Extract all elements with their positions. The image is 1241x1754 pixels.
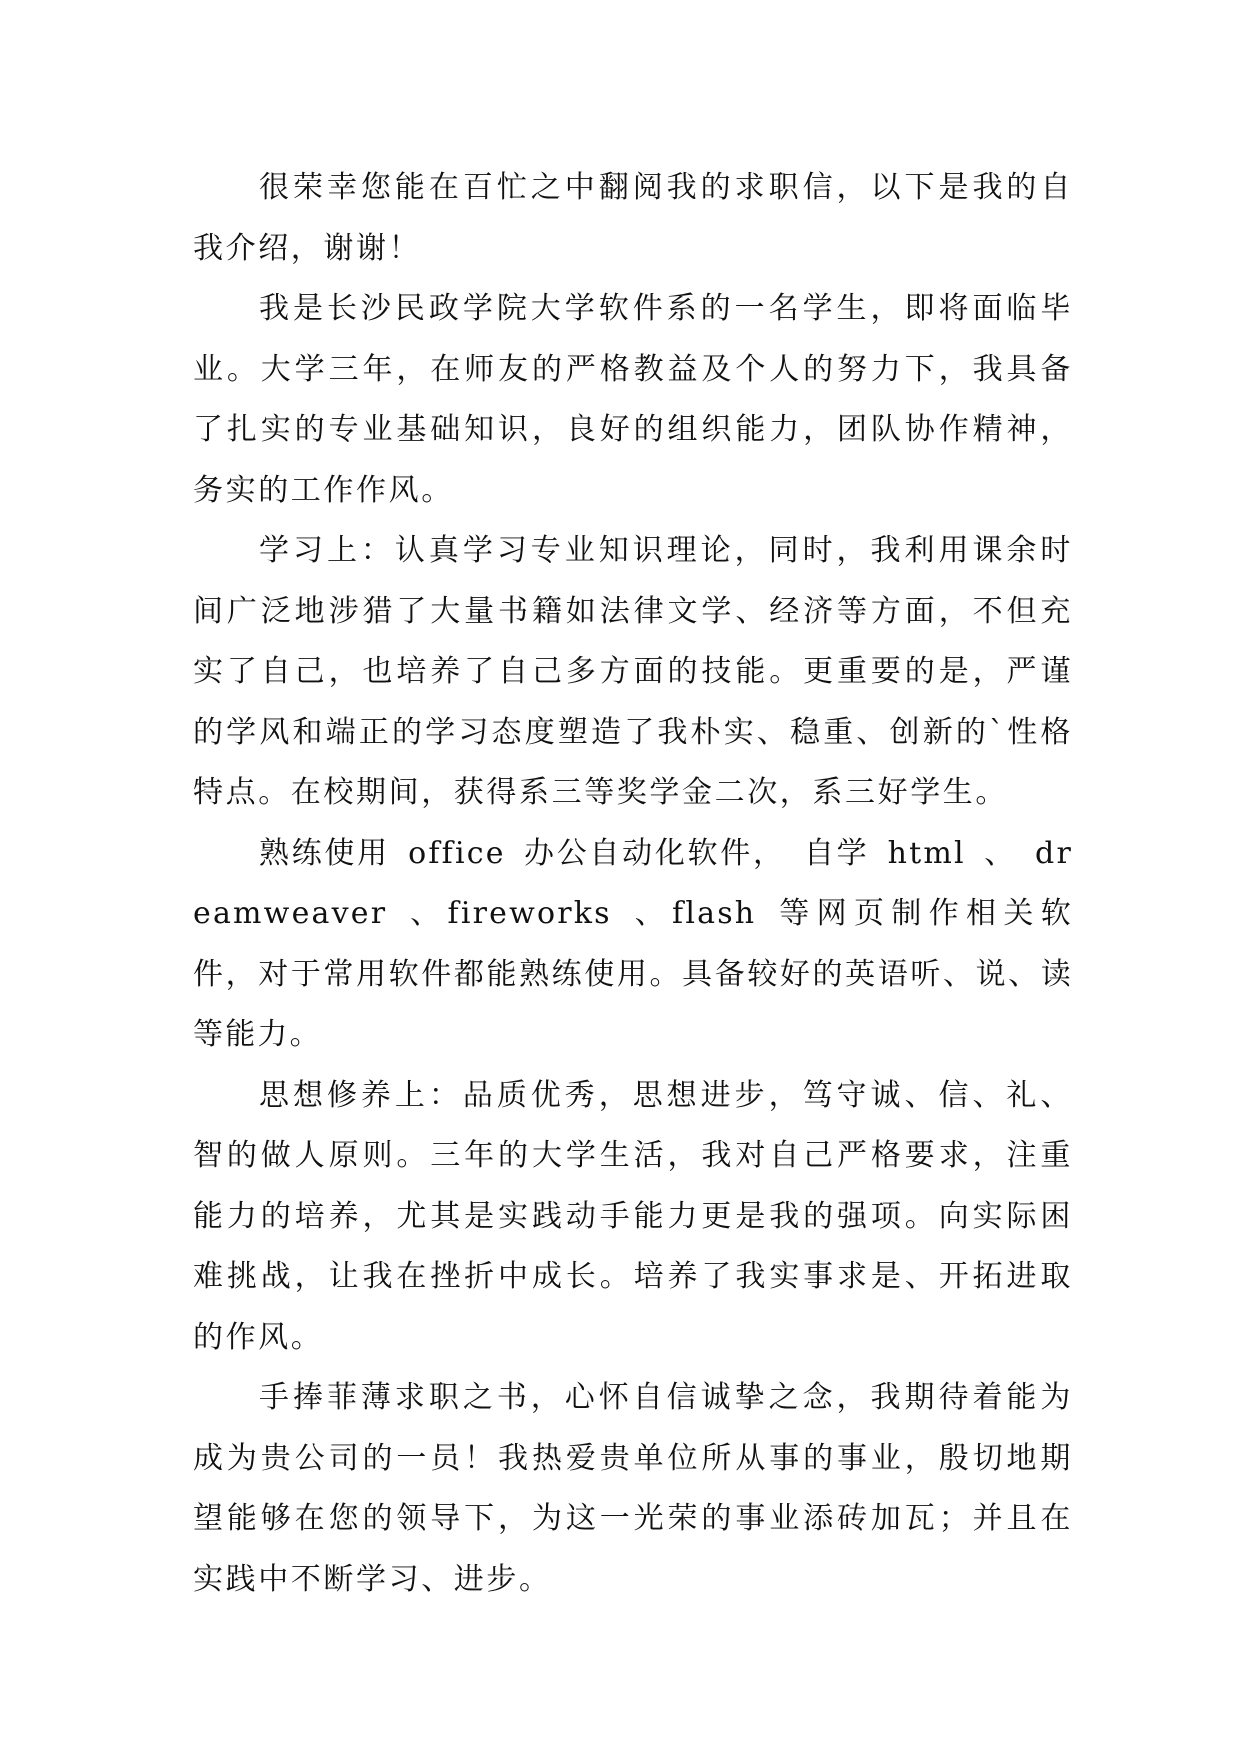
paragraph-greeting: 很荣幸您能在百忙之中翻阅我的求职信，以下是我的自我介绍，谢谢！ (193, 170, 1073, 266)
paragraph-introduction: 我是长沙民政学院大学软件系的一名学生，即将面临毕业。大学三年，在师友的严格教益及个人的努力下，我具备了扎实的专业基础知识，良好的组织能力，团队协作精神，务实的工作作风。 (193, 291, 1073, 508)
paragraph-study: 学习上：认真学习专业知识理论，同时，我利用课余时间广泛地涉猎了大量书籍如法律文学、经济等方面，不但充实了自己，也培养了自己多方面的技能。更重要的是，严谨的学风和端正的学习态度塑造了我朴实、稳重、创新的`性格特点。在校期间，获得系三等奖学金二次，系三好学生。 (193, 533, 1073, 810)
paragraph-character: 思想修养上：品质优秀，思想进步，笃守诚、信、礼、智的做人原则。三年的大学生活，我对自己严格要求，注重能力的培养，尤其是实践动手能力更是我的强项。向实际困难挑战，让我在挫折中成长。培养了我实事求是、开拓进取的作风。 (193, 1077, 1073, 1355)
document-body (193, 158, 1073, 1610)
paragraph-closing: 手捧菲薄求职之书，心怀自信诚挚之念，我期待着能为成为贵公司的一员！我热爱贵单位所从事的事业，殷切地期望能够在您的领导下，为这一光荣的事业添砖加瓦；并且在实践中不断学习、进步。 (193, 1380, 1073, 1597)
paragraph-skills: 熟练使用 office 办公自动化软件， 自学 html 、 dreamweaver 、fireworks 、flash 等网页制作相关软件，对于常用软件都能熟练使用。具备较好的英语听、说、读等能力。 (193, 835, 1073, 1052)
